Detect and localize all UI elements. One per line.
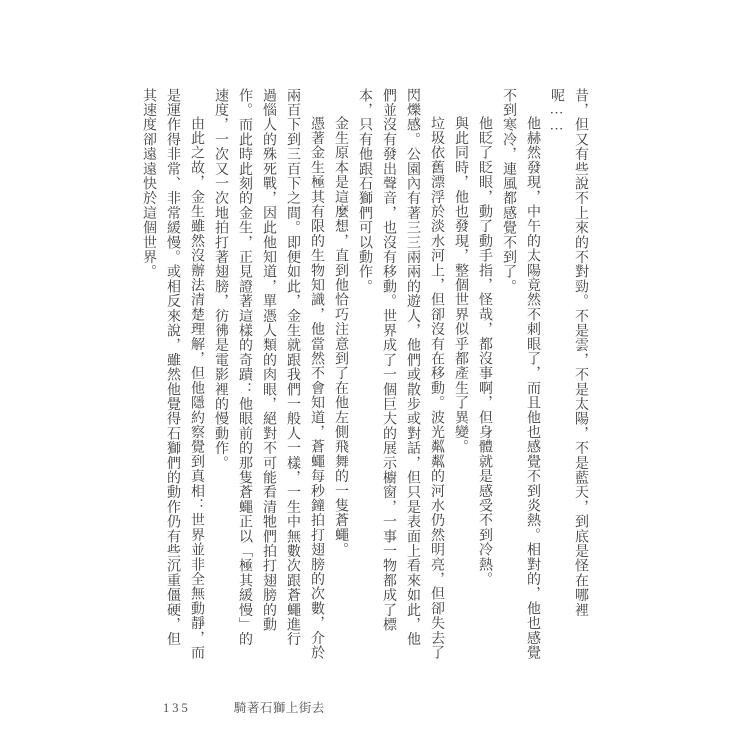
paragraph: 金生原本是這麼想，直到他恰巧注意到了在他左側飛舞的一隻蒼蠅。: [333, 116, 348, 557]
paragraph-continuation: 昔，但又有些說不上來的不對勁。不是雲，不是太陽，不是藍天，到底是怪在哪裡呢……: [549, 88, 588, 618]
paragraph: 與此同時，他也發現，整個世界似乎都產生了異變。: [453, 116, 468, 455]
paragraph: 垃圾依舊漂浮於淡水河上，但卻沒有在移動。波光粼粼的河水仍然明亮，但卻失去了閃爍感。公園內有著三三兩兩的遊人，他們或散步或對話，但只是表面上看來如此，他們並沒有發出聲音，也沒有移動。世界成了一個巨大的展示櫥窗，一事一物都成了標本，只有他跟石獅們可以動作。: [357, 88, 444, 660]
paragraph: 由此之故，金生雖然沒辦法清楚理解，但他隱約察覺到真相：世界並非全無動靜，而是運作得非常、非常緩慢。或相反來說，雖然他覺得石獅們的動作仍有些沉重僵硬，但其速度卻遠遠快於這個世界。: [141, 88, 204, 660]
paragraph: 憑著金生極其有限的生物知識，他當然不會知道，蒼蠅每秒鐘拍打翅膀的次數，介於兩百下到三百下之間。即便如此，金生就跟我們一般人一樣，一生中無數次跟蒼蠅進行過惱人的殊死戰，因此他知道，單憑人類的肉眼，絕對不可能看清牠們拍打翅膀的動作。而此時此刻的金生，正見證著這樣的奇蹟：他眼前的那隻蒼蠅正以「極其緩慢」的速度，一次又一次地拍打著翅膀，彷彿是電影裡的慢動作。: [213, 88, 324, 660]
page-footer: [163, 698, 325, 714]
paragraph: 他眨了眨眼，動了動手指，怪哉，都沒事啊，但身體就是感受不到冷熱。: [477, 116, 492, 587]
running-title: 騎著石獅上街去: [233, 701, 325, 715]
paragraph: 他赫然發現，中午的太陽竟然不刺眼了，而且他也感覺不到炎熱。相對的，他也感覺不到寒冷，連風都感覺不到了。: [501, 88, 540, 660]
vertical-text-block: [141, 88, 592, 661]
page-number: 135: [163, 701, 191, 715]
